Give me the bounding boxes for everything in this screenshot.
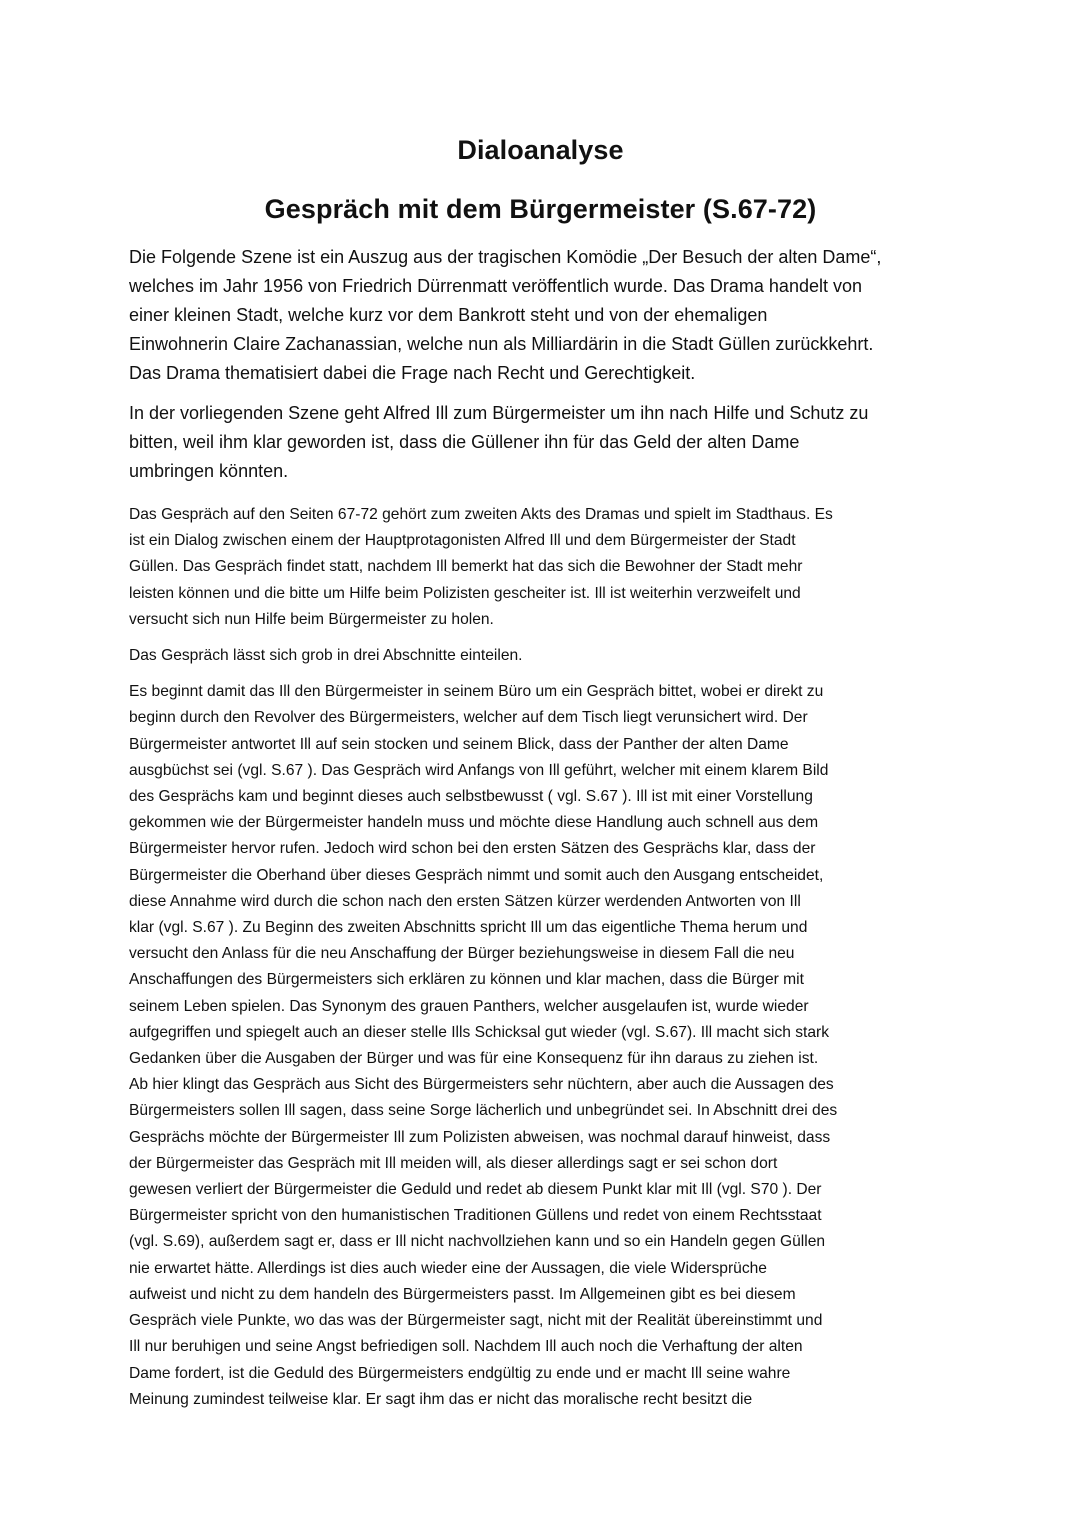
text-line: umbringen könnten. — [129, 461, 289, 481]
text-line: Gesprächs möchte der Bürgermeister Ill zum Polizisten abweisen, was nochmal darauf hinweist, dass — [129, 1128, 831, 1146]
text-line: Anschaffungen des Bürgermeisters sich erklären zu können und klar machen, dass die Bürger mit — [129, 971, 804, 989]
text-line: Meinung zumindest teilweise klar. Er sagt ihm das er nicht das moralische recht besitzt die — [129, 1390, 753, 1408]
text-line: ist ein Dialog zwischen einem der Hauptprotagonisten Alfred Ill und dem Bürgermeister der Stadt — [129, 532, 796, 550]
text-line: der Bürgermeister das Gespräch mit Ill meiden will, als dieser allerdings sagt er sei schon dort — [129, 1154, 778, 1172]
text-line: Dame fordert, ist die Geduld des Bürgermeisters endgültig zu ende und er macht Ill seine wahre — [129, 1364, 791, 1382]
text-line: des Gesprächs kam und beginnt dieses auch selbstbewusst ( vgl. S.67 ). Ill ist mit einer Vorstellung — [129, 788, 813, 806]
text-line: Gespräch viele Punkte, wo das was der Bürgermeister sagt, nicht mit der Realität übereinstimmt und — [129, 1312, 823, 1330]
text-line: Das Drama thematisiert dabei die Frage nach Recht und Gerechtigkeit. — [129, 363, 696, 383]
text-line: einer kleinen Stadt, welche kurz vor dem Bankrott steht und von der ehemaligen — [129, 305, 768, 325]
text-line: versucht den Anlass für die neu Anschaffung der Bürger beziehungsweise in diesem Fall die neu — [129, 945, 795, 963]
text-line: Güllen. Das Gespräch findet statt, nachdem Ill bemerkt hat das sich die Bewohner der Stadt mehr — [129, 558, 803, 576]
text-line: aufweist und nicht zu dem handeln des Bürgermeisters passt. Im Allgemeinen gibt es bei diesem — [129, 1285, 796, 1303]
text-line: gekommen wie der Bürgermeister handeln muss und möchte diese Handlung auch schnell aus dem — [129, 814, 819, 832]
text-line: beginn durch den Revolver des Bürgermeisters, welcher auf dem Tisch liegt verunsichert wird. Der — [129, 709, 808, 727]
text-line: welches im Jahr 1956 von Friedrich Dürrenmatt veröffentlich wurde. Das Drama handelt von — [129, 276, 862, 296]
text-line: Das Gespräch lässt sich grob in drei Abschnitte einteilen. — [129, 647, 523, 665]
text-line: Bürgermeister hervor rufen. Jedoch wird schon bei den ersten Sätzen des Gesprächs klar, dass der — [129, 840, 816, 858]
analysis-paragraph — [129, 679, 952, 1413]
scene-paragraph — [129, 399, 952, 486]
document-page — [129, 128, 952, 1413]
sections-paragraph — [129, 643, 952, 669]
text-line: Einwohnerin Claire Zachanassian, welche nun als Milliardärin in die Stadt Güllen zurückkehrt. — [129, 334, 874, 354]
text-line: Es beginnt damit das Ill den Bürgermeister in seinem Büro um ein Gespräch bittet, wobei er direkt zu — [129, 683, 824, 701]
text-line: ausgbüchst sei (vgl. S.67 ). Das Gespräch wird Anfangs von Ill geführt, welcher mit einem klarem Bild — [129, 761, 829, 779]
text-line: Ab hier klingt das Gespräch aus Sicht des Bürgermeisters sehr nüchtern, aber auch die Aussagen des — [129, 1076, 834, 1094]
text-line: Ill nur beruhigen und seine Angst befriedigen soll. Nachdem Ill auch noch die Verhaftung der alten — [129, 1338, 803, 1356]
text-line: Bürgermeister spricht von den humanistischen Traditionen Güllens und redet von einem Rechtsstaat — [129, 1207, 822, 1225]
text-line: bitten, weil ihm klar geworden ist, dass die Güllener ihn für das Geld der alten Dame — [129, 432, 800, 452]
text-line: nie erwartet hätte. Allerdings ist dies auch wieder eine der Aussagen, die viele Widersprüche — [129, 1259, 767, 1277]
text-line: aufgegriffen und spiegelt auch an dieser stelle Ills Schicksal gut wieder (vgl. S.67). Ill macht sich stark — [129, 1023, 830, 1041]
text-line: Bürgermeister antwortet Ill auf sein stocken und seinem Blick, dass der Panther der alten Dame — [129, 735, 789, 753]
text-line: gewesen verliert der Bürgermeister die Geduld und redet ab diesem Punkt klar mit Ill (vgl. S70 ). Der — [129, 1181, 822, 1199]
text-line: versucht sich nun Hilfe beim Bürgermeister zu holen. — [129, 610, 494, 628]
document-subtitle: Gespräch mit dem Bürgermeister (S.67-72) — [264, 194, 817, 224]
text-line: seinem Leben spielen. Das Synonym des grauen Panthers, welcher ausgelaufen ist, wurde wieder — [129, 997, 809, 1015]
text-line: diese Annahme wird durch die schon nach den ersten Sätzen kürzer werdenden Antworten von Ill — [129, 892, 801, 910]
text-line: Bürgermeisters sollen Ill sagen, dass seine Sorge lächerlich und unbegründet sei. In Abschnitt drei des — [129, 1102, 838, 1120]
context-paragraph — [129, 502, 952, 633]
text-line: leisten können und die bitte um Hilfe beim Polizisten gescheiter ist. Ill ist weiterhin verzweifelt und — [129, 584, 801, 602]
text-line: Die Folgende Szene ist ein Auszug aus der tragischen Komödie „Der Besuch der alten Dame“, — [129, 247, 882, 267]
text-line: Bürgermeister die Oberhand über dieses Gespräch nimmt und somit auch den Ausgang entscheidet, — [129, 866, 824, 884]
text-line: Gedanken über die Ausgaben der Bürger und was für eine Konsequenz für ihn daraus zu ziehen ist. — [129, 1050, 819, 1068]
text-line: klar (vgl. S.67 ). Zu Beginn des zweiten Abschnitts spricht Ill um das eigentliche Thema herum und — [129, 919, 808, 937]
text-line: (vgl. S.69), außerdem sagt er, dass er Ill nicht nachvollziehen kann und so ein Handeln gegen Güllen — [129, 1233, 826, 1251]
text-line: In der vorliegenden Szene geht Alfred Ill zum Bürgermeister um ihn nach Hilfe und Schutz zu — [129, 403, 869, 423]
intro-paragraph — [129, 243, 952, 388]
text-line: Das Gespräch auf den Seiten 67-72 gehört zum zweiten Akts des Dramas und spielt im Stadthaus. Es — [129, 506, 833, 523]
document-title: Dialoanalyse — [457, 135, 624, 165]
